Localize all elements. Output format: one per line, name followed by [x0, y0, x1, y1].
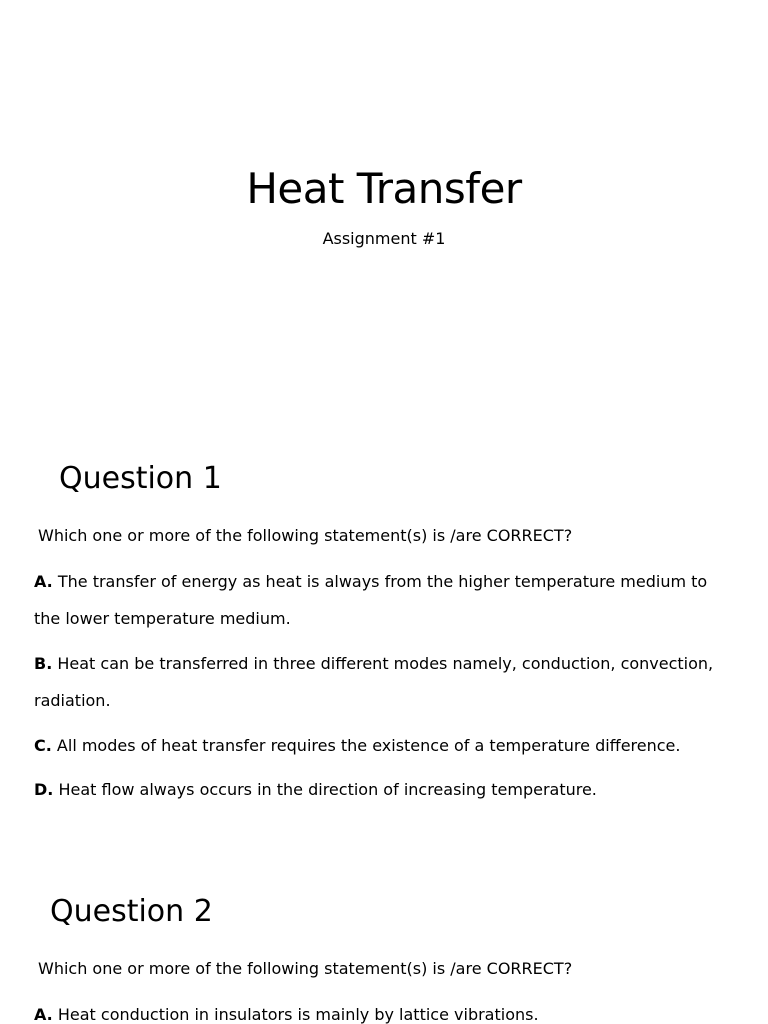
- option-letter: C.: [34, 736, 52, 755]
- option-letter: D.: [34, 780, 54, 799]
- option-text: Heat can be transferred in three different modes namely, conduction, convection, radiation.: [34, 654, 714, 710]
- question-1-option-d: [34, 771, 734, 808]
- question-2-prompt: Which one or more of the following statement(s) is /are CORRECT?: [38, 959, 573, 978]
- option-letter: B.: [34, 654, 53, 673]
- question-2-heading: Question 2: [50, 894, 213, 929]
- option-text: The transfer of energy as heat is always from the higher temperature medium to the lower temperature medium.: [34, 572, 708, 628]
- question-1-option-b: [34, 645, 734, 719]
- option-text: Heat flow always occurs in the direction of increasing temperature.: [58, 780, 597, 799]
- question-1-prompt: Which one or more of the following statement(s) is /are CORRECT?: [38, 526, 573, 545]
- option-letter: A.: [34, 572, 53, 591]
- document-title: Heat Transfer: [246, 164, 522, 213]
- document-subtitle: Assignment #1: [322, 229, 446, 248]
- option-text: Heat conduction in insulators is mainly by lattice vibrations.: [57, 1005, 539, 1024]
- option-letter: A.: [34, 1005, 53, 1024]
- question-2-option-a: [34, 996, 734, 1024]
- option-text: All modes of heat transfer requires the existence of a temperature difference.: [56, 736, 681, 755]
- question-1-heading: Question 1: [59, 461, 222, 496]
- question-1-option-a: [34, 563, 734, 637]
- question-1-option-c: [34, 727, 734, 764]
